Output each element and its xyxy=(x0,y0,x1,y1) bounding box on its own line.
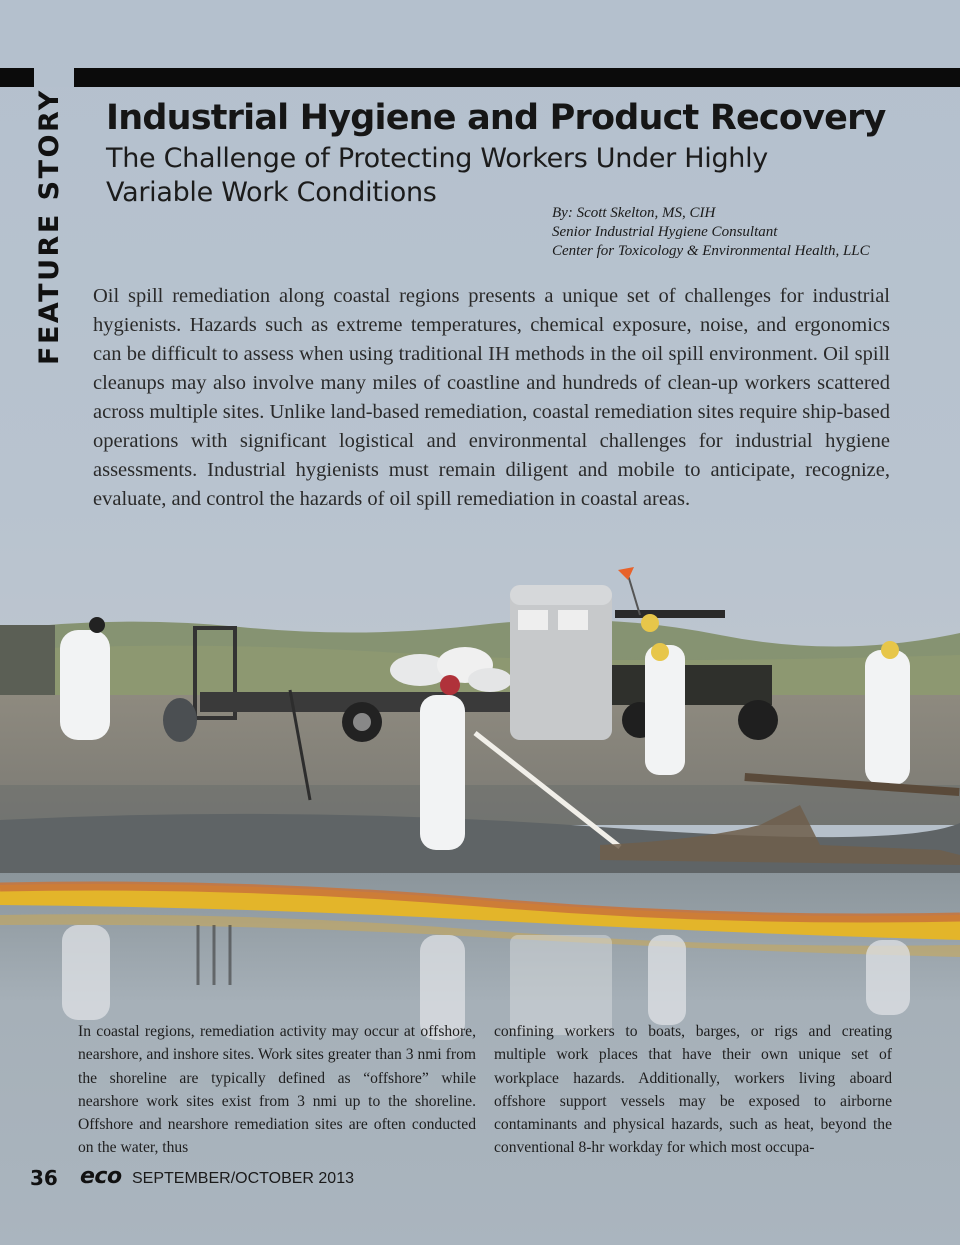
body-column-left: In coastal regions, remediation activity may occur at offshore, nearshore, and inshore sites. Work sites greater than 3 nmi from the shoreline are typically defined as “offshore” while nearshore work sites exist from 3 nmi up to the shoreline. Offshore and nearshore remediation sites are often conducted on the water, thus xyxy=(78,1023,476,1157)
article-subtitle: The Challenge of Protecting Workers Under Highly Variable Work Conditions xyxy=(106,143,768,208)
issue-date: SEPTEMBER/OCTOBER 2013 xyxy=(132,1170,354,1187)
section-tag: FEATURE STORY xyxy=(34,88,65,365)
header-rule xyxy=(0,68,960,87)
byline-organization: Center for Toxicology & Environmental Health, LLC xyxy=(552,243,870,259)
lead-paragraph: Oil spill remediation along coastal regions presents a unique set of challenges for industrial hygienists. Hazards such as extreme temperatures, chemical exposure, noise, and ergonomics can be difficult to assess when using traditional IH methods in the oil spill environment. Oil spill cleanups may also involve many miles of coastline and hundreds of clean-up workers scattered across multiple sites. Unlike land-based remediation, coastal remediation sites require ship-based operations with significant logistical and environmental challenges for industrial hygiene assessments. Industrial hygienists must remain diligent and mobile to anticipate, recognize, evaluate, and control the hazards of oil spill remediation in coastal areas. xyxy=(93,285,890,510)
article-title: Industrial Hygiene and Product Recovery xyxy=(106,98,886,138)
byline-role: Senior Industrial Hygiene Consultant xyxy=(552,224,778,240)
byline-author: By: Scott Skelton, MS, CIH xyxy=(552,205,716,221)
magazine-logo: eco xyxy=(80,1164,122,1189)
body-column-right: confining workers to boats, barges, or rigs and creating multiple work places that have their own unique set of workplace hazards. Additionally, workers living aboard offshore support vessels may be exposed to airborne contaminants and physical hazards, such as heat, beyond the conventional 8-hr workday for which most occupa- xyxy=(494,1023,892,1157)
byline xyxy=(552,204,932,261)
page-number: 36 xyxy=(30,1166,58,1190)
